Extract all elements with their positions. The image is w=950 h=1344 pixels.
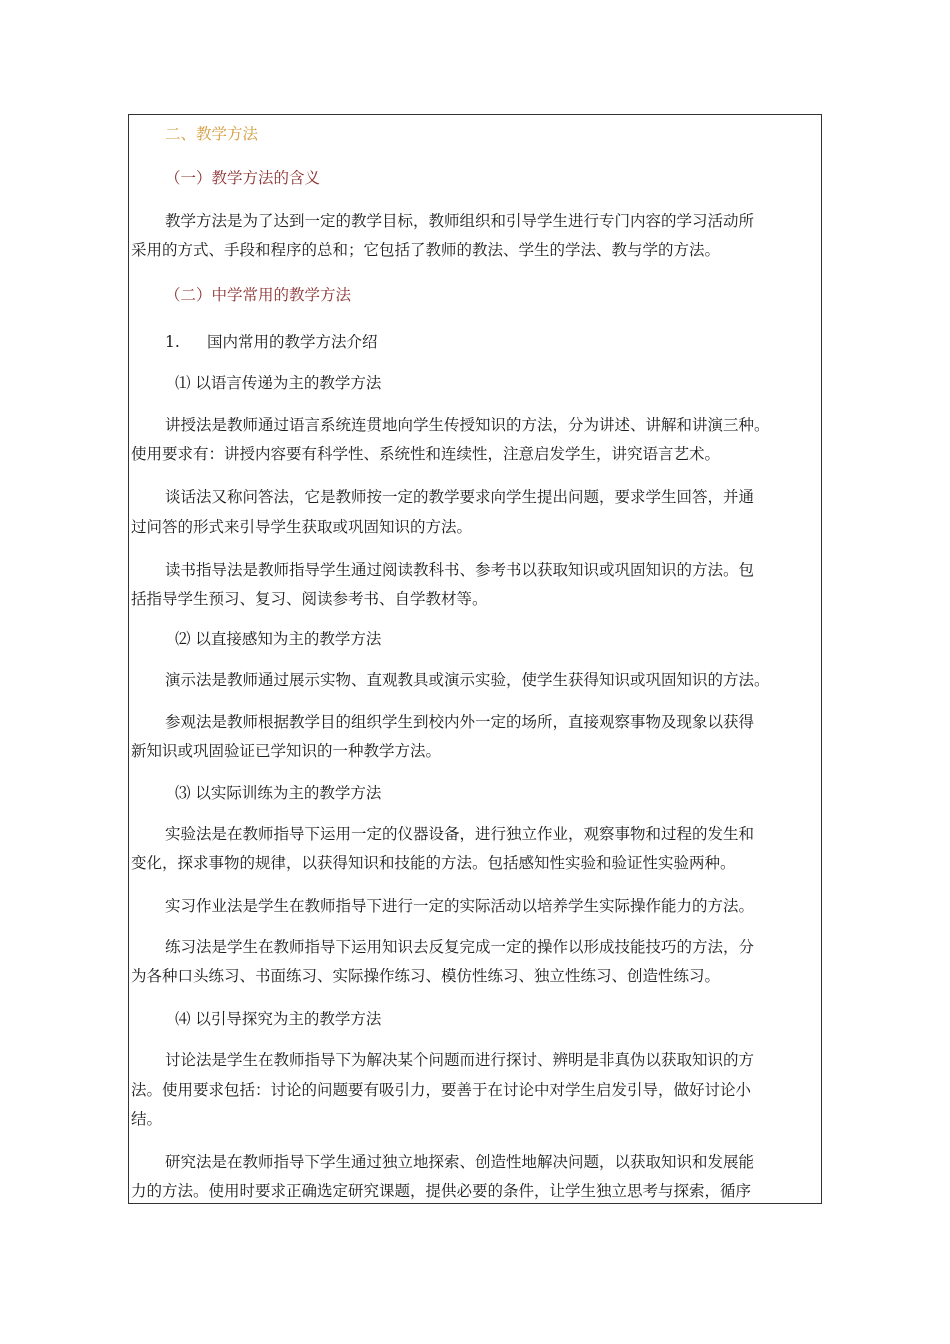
- category-heading-perception: ⑵ 以直接感知为主的教学方法: [175, 630, 382, 648]
- para-exercise-line: 为各种口头练习、书面练习、实际操作练习、模仿性练习、独立性练习、创造性练习。: [131, 967, 721, 985]
- para-definition-line: 采用的方式、手段和程序的总和；它包括了教师的教法、学生的学法、教与学的方法。: [131, 241, 721, 259]
- para-visit-line: 新知识或巩固验证已学知识的一种教学方法。: [131, 742, 442, 760]
- list-item-number: 1.: [165, 333, 180, 351]
- para-research-line: 研究法是在教师指导下学生通过独立地探索、创造性地解决问题，以获取知识和发展能: [165, 1153, 755, 1171]
- para-talk-line: 过问答的形式来引导学生获取或巩固知识的方法。: [131, 518, 473, 536]
- section-heading: 二、教学方法: [165, 125, 259, 143]
- para-demo-line: 演示法是教师通过展示实物、直观教具或演示实验，使学生获得知识或巩固知识的方法。: [165, 671, 770, 689]
- para-discussion-line: 结。: [131, 1110, 163, 1128]
- para-discussion-line: 讨论法是学生在教师指导下为解决某个问题而进行探讨、辨明是非真伪以获取知识的方: [165, 1051, 755, 1069]
- para-reading-line: 括指导学生预习、复习、阅读参考书、自学教材等。: [131, 590, 488, 608]
- subheading-common-methods: （二）中学常用的教学方法: [165, 286, 352, 304]
- para-research-line: 力的方法。使用时要求正确选定研究课题，提供必要的条件，让学生独立思考与探索，循序: [131, 1182, 752, 1200]
- category-heading-training: ⑶ 以实际训练为主的教学方法: [175, 784, 382, 802]
- content-frame: [128, 114, 822, 1204]
- para-reading-line: 读书指导法是教师指导学生通过阅读教科书、参考书以获取知识或巩固知识的方法。包: [165, 561, 755, 579]
- para-visit-line: 参观法是教师根据教学目的组织学生到校内外一定的场所，直接观察事物及现象以获得: [165, 713, 755, 731]
- para-definition-line: 教学方法是为了达到一定的教学目标，教师组织和引导学生进行专门内容的学习活动所: [165, 212, 755, 230]
- category-heading-inquiry: ⑷ 以引导探究为主的教学方法: [175, 1010, 382, 1028]
- para-discussion-line: 法。使用要求包括：讨论的问题要有吸引力，要善于在讨论中对学生启发引导，做好讨论小: [131, 1081, 752, 1099]
- para-experiment-line: 实验法是在教师指导下运用一定的仪器设备，进行独立作业，观察事物和过程的发生和: [165, 825, 755, 843]
- para-lecture-line: 讲授法是教师通过语言系统连贯地向学生传授知识的方法，分为讲述、讲解和讲演三种。: [165, 416, 770, 434]
- para-lecture-line: 使用要求有：讲授内容要有科学性、系统性和连续性，注意启发学生，讲究语言艺术。: [131, 445, 721, 463]
- para-exercise-line: 练习法是学生在教师指导下运用知识去反复完成一定的操作以形成技能技巧的方法，分: [165, 938, 755, 956]
- para-practice-work-line: 实习作业法是学生在教师指导下进行一定的实际活动以培养学生实际操作能力的方法。: [165, 897, 755, 915]
- category-heading-language: ⑴ 以语言传递为主的教学方法: [175, 374, 382, 392]
- para-talk-line: 谈话法又称问答法，它是教师按一定的教学要求向学生提出问题，要求学生回答，并通: [165, 488, 755, 506]
- list-item-title: 国内常用的教学方法介绍: [207, 333, 378, 351]
- para-experiment-line: 变化，探求事物的规律，以获得知识和技能的方法。包括感知性实验和验证性实验两种。: [131, 854, 736, 872]
- subheading-meaning: （一）教学方法的含义: [165, 169, 321, 187]
